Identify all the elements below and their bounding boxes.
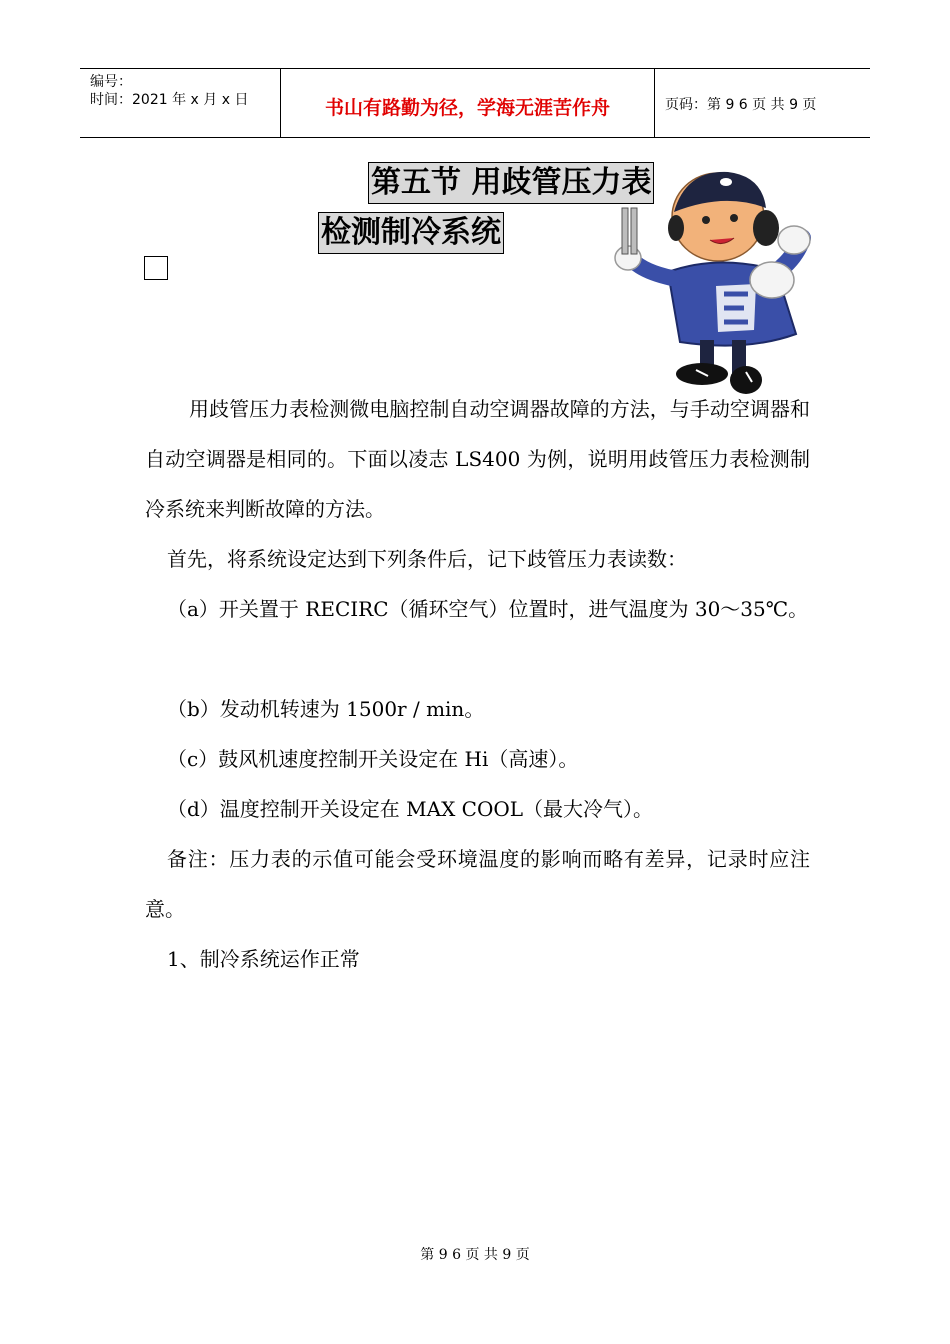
condition-item-b: （b）发动机转速为 1500r / min。 xyxy=(167,697,485,721)
body-note: 备注：压力表的示值可能会受环境温度的影响而略有差异，记录时应注意。 xyxy=(145,847,810,921)
header-motto-cell xyxy=(281,69,655,137)
doc-number-label: 编号： xyxy=(90,74,132,90)
header-page-cell xyxy=(655,69,870,137)
condition-item-d: （d）温度控制开关设定在 MAX COOL（最大冷气）。 xyxy=(167,797,654,821)
condition-item-a: （a）开关置于 RECIRC（循环空气）位置时，进气温度为 30～35℃。 xyxy=(167,597,809,621)
body-paragraph-conditions: 首先，将系统设定达到下列条件后，记下歧管压力表读数： xyxy=(167,547,687,571)
header-page-info: 页码：第 9 6 页 共 9 页 xyxy=(665,97,817,113)
header-meta-cell xyxy=(80,69,281,137)
empty-checkbox xyxy=(144,256,168,280)
header-motto: 书山有路勤为径，学海无涯苦作舟 xyxy=(324,97,610,119)
page-footer: 第 9 6 页 共 9 页 xyxy=(420,1247,530,1263)
mechanic-mascot-icon xyxy=(606,162,812,398)
section-title-line2: 检测制冷系统 xyxy=(318,212,504,254)
section-title-line1: 第五节 用歧管压力表 xyxy=(368,162,654,204)
doc-time-label: 时间：2021 年 x 月 x 日 xyxy=(90,92,249,108)
body-paragraph-intro: 用歧管压力表检测微电脑控制自动空调器故障的方法，与手动空调器和自动空调器是相同的。下面以凌志 LS400 为例，说明用歧管压力表检测制冷系统来判断故障的方法。 xyxy=(145,397,810,521)
page-header xyxy=(80,68,870,138)
condition-item-c: （c）鼓风机速度控制开关设定在 Hi（高速）。 xyxy=(167,747,579,771)
section-heading-normal-operation: 1、制冷系统运作正常 xyxy=(167,947,360,971)
